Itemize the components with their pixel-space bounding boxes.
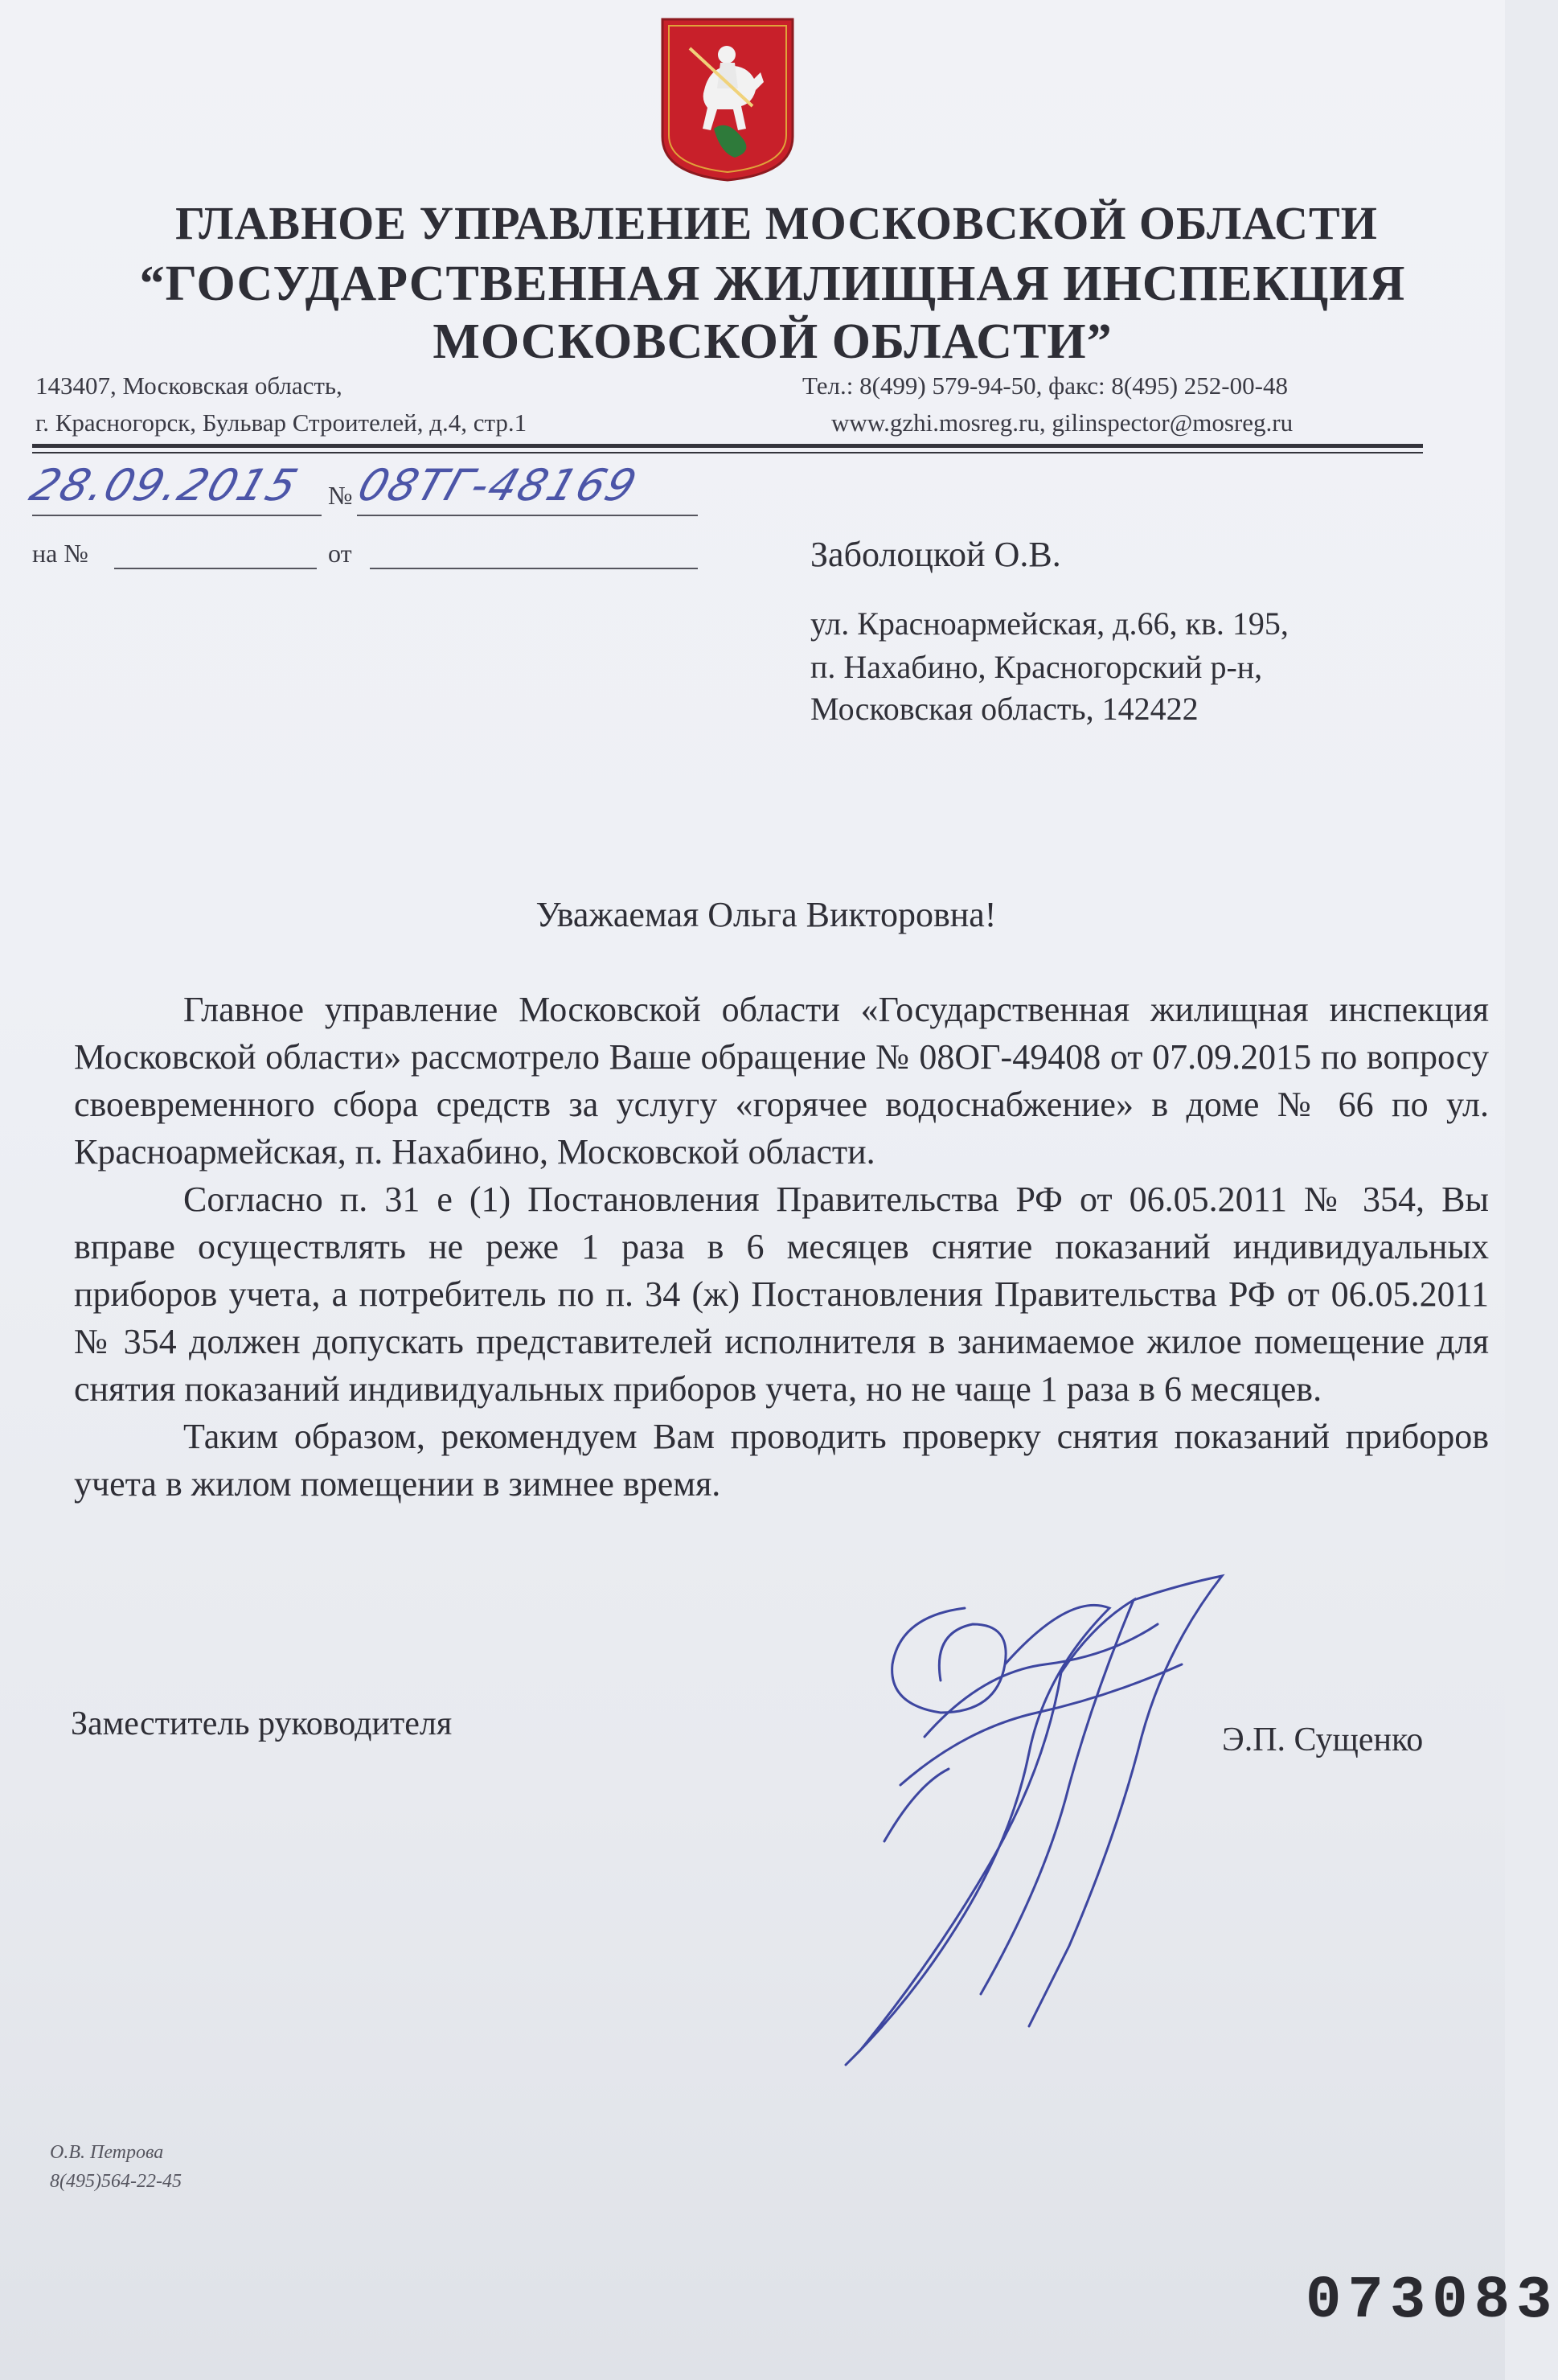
date-underline [32, 515, 322, 516]
addressee-address-line2: п. Нахабино, Красногорский р-н, [810, 649, 1263, 685]
addressee-address-line1: ул. Красноармейская, д.66, кв. 195, [810, 605, 1289, 642]
org-website-email: www.gzhi.mosreg.ru, gilinspector@mosreg.ru [831, 408, 1294, 437]
reference-number-label: на № [32, 539, 88, 568]
form-serial-number: 073083 [1306, 2267, 1558, 2335]
letter-greeting: Уважаемая Ольга Викторовна! [535, 895, 997, 934]
body-paragraph-2: Согласно п. 31 е (1) Постановления Правительства РФ от 06.05.2011 № 354, Вы вправе осуществлять не реже 1 раза в 6 месяцев снятие показаний индивидуальных приборов учета, а потребитель по п. 34 (ж) Постановления Правительства РФ от 06.05.2011 № 354 должен допускать представителей исполнителя в занимаемое жилое помещение для снятия показаний индивидуальных приборов учета, но не чаще 1 раза в 6 месяцев. [74, 1180, 1489, 1409]
number-underline [357, 515, 698, 516]
org-name-line1: ГЛАВНОЕ УПРАВЛЕНИЕ МОСКОВСКОЙ ОБЛАСТИ [175, 197, 1378, 249]
body-paragraph-1: Главное управление Московской области «Государственная жилищная инспекция Московской области» рассмотрело Ваше обращение № 08ОГ-49408 от 07.09.2015 по вопросу своевременного сбора средств за услугу «горячее водоснабжение» в доме № 66 по ул. Красноармейская, п. Нахабино, Московской области. [74, 990, 1489, 1172]
body-paragraph-3: Таким образом, рекомендуем Вам проводить проверку снятия показаний приборов учета в жилом помещении в зимнее время. [74, 1417, 1489, 1504]
letter-body [74, 986, 1489, 1508]
addressee-address-line3: Московская область, 142422 [810, 691, 1199, 727]
header-rule-thick [32, 444, 1423, 448]
coat-of-arms-icon [658, 16, 797, 183]
org-address-line1: 143407, Московская область, [35, 371, 342, 400]
header-rule-thin [32, 452, 1423, 453]
signatory-title: Заместитель руководителя [71, 1705, 453, 1742]
reference-date-line [370, 568, 698, 569]
registration-number: 08ТГ-48169 [351, 460, 645, 511]
org-phone: Тел.: 8(499) 579-94-50, факс: 8(495) 252-00-48 [802, 371, 1288, 400]
handwritten-signature [804, 1576, 1254, 2091]
reference-date-label: от [328, 539, 352, 568]
signatory-name: Э.П. Сущенко [1222, 1721, 1424, 1758]
registration-number-label: № [328, 481, 353, 510]
executor-phone: 8(495)564-22-45 [50, 2171, 182, 2192]
org-name-line2: “ГОСУДАРСТВЕННАЯ ЖИЛИЩНАЯ ИНСПЕКЦИЯ [139, 256, 1406, 311]
org-name-line3: МОСКОВСКОЙ ОБЛАСТИ” [433, 314, 1113, 369]
registration-date: 28.09.2015 [23, 460, 305, 511]
addressee-name: Заболоцкой О.В. [810, 535, 1061, 574]
executor-name: О.В. Петрова [50, 2142, 164, 2163]
org-address-line2: г. Красногорск, Бульвар Строителей, д.4, стр.1 [35, 408, 527, 437]
reference-number-line [114, 568, 317, 569]
